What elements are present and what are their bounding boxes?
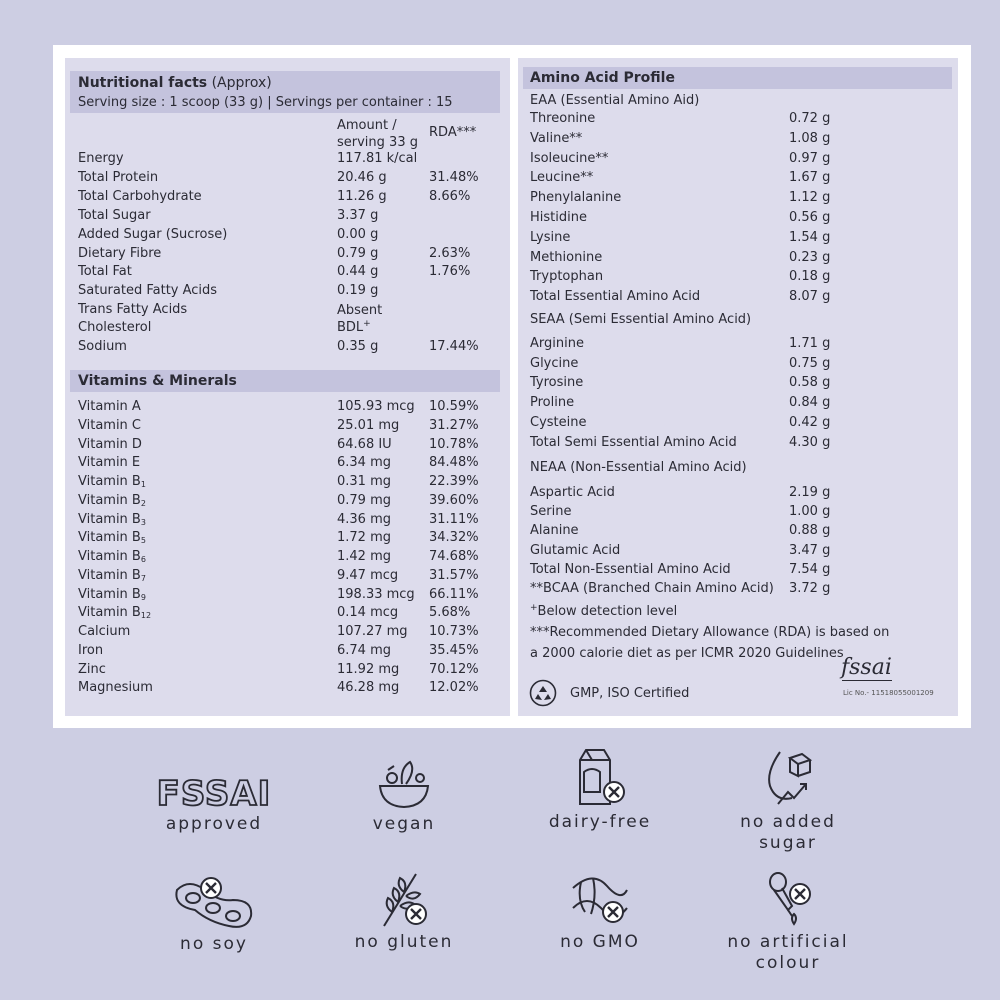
badge-no-gluten <box>319 868 489 953</box>
vitamin-row-name: Vitamin $B_5$ <box>78 530 146 545</box>
badge-label: approved <box>165 814 263 834</box>
vitamin-row-name: Vitamin D <box>78 437 142 452</box>
amino-row-amount: 1.00 g <box>789 504 831 519</box>
vitamin-row-rda: 74.68% <box>429 549 479 564</box>
vitamin-row-rda: 10.59% <box>429 399 479 414</box>
amino-row-name: Phenylalanine <box>530 190 622 205</box>
amino-row-name: Arginine <box>530 336 584 351</box>
amino-row-amount: 1.67 g <box>789 170 831 185</box>
badge-label: vegan <box>372 814 436 834</box>
amino-row-name: Aspartic Acid <box>530 485 615 500</box>
vitamin-row-amount: 1.42 mg <box>337 549 391 564</box>
amino-row-name: Total Essential Amino Acid <box>530 289 701 304</box>
col-amount-line2: serving 33 g <box>337 135 418 150</box>
amino-row-amount: 1.71 g <box>789 336 831 351</box>
vitamin-row-name: Vitamin $B_{12}$ <box>78 605 152 620</box>
vitamin-row-name: Calcium <box>78 624 131 639</box>
amino-row-amount: 0.84 g <box>789 395 831 410</box>
vitamins-title: Vitamins & Minerals <box>78 373 237 389</box>
nutrition-row-name: Energy <box>78 151 124 166</box>
badge-no-gmo <box>515 868 685 953</box>
amino-row-amount: 0.18 g <box>789 269 831 284</box>
amino-row-amount: 3.72 g <box>789 581 831 596</box>
vitamin-row-rda: 12.02% <box>429 680 479 695</box>
badge-label-line1: no artificial <box>727 932 849 952</box>
vitamin-row-rda: 66.11% <box>429 587 479 602</box>
vitamin-row-amount: 11.92 mg <box>337 662 400 677</box>
nutrition-row-name: Total Protein <box>78 170 159 185</box>
dropper-icon <box>758 868 818 930</box>
fssai-logo-underline <box>842 680 892 681</box>
fssai-logo: fssai <box>841 655 892 680</box>
amino-row-name: Isoleucine** <box>530 151 609 166</box>
badge-label-line2: sugar <box>759 833 817 853</box>
amino-row-name: Total Semi Essential Amino Acid <box>530 435 737 450</box>
vitamin-row-rda: 35.45% <box>429 643 479 658</box>
nutrition-row-amount: 0.00 g <box>337 227 379 242</box>
amino-row-name: Threonine <box>530 111 596 126</box>
nutrition-row-amount: 0.19 g <box>337 283 379 298</box>
nutrition-row-amount: 3.37 g <box>337 208 379 223</box>
amino-row-name: **BCAA (Branched Chain Amino Acid) <box>530 581 774 596</box>
vegan-bowl-icon <box>374 756 434 812</box>
nutrition-row-name: Added Sugar (Sucrose) <box>78 227 228 242</box>
fssai-text-icon <box>149 772 279 812</box>
amino-row-name: Serine <box>530 504 572 519</box>
fssai-license: Lic No.- 11518055001209 <box>843 689 934 697</box>
amino-row-amount: 0.56 g <box>789 210 831 225</box>
vitamin-row-name: Iron <box>78 643 104 658</box>
neaa-heading: NEAA (Non-Essential Amino Acid) <box>530 460 747 475</box>
vitamin-row-rda: 10.78% <box>429 437 479 452</box>
nutrition-row-amount: 0.79 g <box>337 246 379 261</box>
amino-row-amount: 2.19 g <box>789 485 831 500</box>
vitamin-row-name: Vitamin $B_2$ <box>78 493 146 508</box>
col-rda: RDA*** <box>429 125 477 140</box>
vitamin-row-name: Vitamin $B_9$ <box>78 587 146 602</box>
amino-row-amount: 0.23 g <box>789 250 831 265</box>
badge-vegan <box>319 756 489 835</box>
eaa-heading: EAA (Essential Amino Aid) <box>530 93 700 108</box>
vitamin-row-amount: 46.28 mg <box>337 680 400 695</box>
amino-row-name: Valine** <box>530 131 583 146</box>
amino-row-amount: 1.54 g <box>789 230 831 245</box>
vitamin-row-name: Zinc <box>78 662 106 677</box>
nutrition-title: Nutritional facts (Approx) <box>78 75 272 91</box>
vitamin-row-amount: 0.31 mg <box>337 474 391 489</box>
col-amount-line1: Amount / <box>337 118 397 133</box>
serving-info: Serving size : 1 scoop (33 g) | Servings per container : 15 <box>78 95 453 110</box>
badge-label-line1: no added <box>740 812 836 832</box>
amino-row-name: Glutamic Acid <box>530 543 621 558</box>
amino-row-amount: 0.75 g <box>789 356 831 371</box>
nutrition-row-amount: 117.81 k/cal <box>337 151 418 166</box>
badge-label-line2: colour <box>755 953 821 973</box>
soybean-icon <box>169 876 259 932</box>
vitamin-row-amount: 6.34 mg <box>337 455 391 470</box>
amino-row-name: Proline <box>530 395 575 410</box>
vitamin-row-rda: 39.60% <box>429 493 479 508</box>
vitamin-row-amount: 105.93 mcg <box>337 399 415 414</box>
nutrition-panel <box>65 58 510 716</box>
amino-row-amount: 7.54 g <box>789 562 831 577</box>
vitamin-row-rda: 70.12% <box>429 662 479 677</box>
vitamin-row-amount: 0.14 mcg <box>337 605 399 620</box>
nutrition-row-name: Saturated Fatty Acids <box>78 283 218 298</box>
badge-no-soy <box>129 876 299 955</box>
vitamin-row-name: Vitamin $B_1$ <box>78 474 146 489</box>
footnote-rda-line2: a 2000 calorie diet as per ICMR 2020 Guidelines <box>530 646 844 661</box>
seaa-heading: SEAA (Semi Essential Amino Acid) <box>530 312 752 327</box>
amino-row-amount: 4.30 g <box>789 435 831 450</box>
badge-label: dairy-free <box>548 812 652 832</box>
amino-row-amount: 0.88 g <box>789 523 831 538</box>
vitamin-row-amount: 107.27 mg <box>337 624 408 639</box>
footnote-bdl: +Below detection level <box>530 603 678 619</box>
vitamin-row-name: Vitamin A <box>78 399 141 414</box>
amino-panel <box>518 58 958 716</box>
vitamin-row-name: Vitamin $B_6$ <box>78 549 146 564</box>
milk-carton-icon <box>570 746 630 810</box>
amino-row-name: Total Non-Essential Amino Acid <box>530 562 731 577</box>
vitamin-row-name: Vitamin $B_3$ <box>78 512 146 527</box>
vitamin-row-rda: 31.57% <box>429 568 479 583</box>
fssai-icon-text: FSSAI <box>156 774 272 812</box>
nutrition-row-amount: Absent <box>337 303 383 318</box>
nutrition-row-rda: 31.48% <box>429 170 479 185</box>
amino-row-amount: 1.08 g <box>789 131 831 146</box>
vitamin-row-rda: 84.48% <box>429 455 479 470</box>
amino-row-name: Alanine <box>530 523 579 538</box>
amino-row-amount: 3.47 g <box>789 543 831 558</box>
nutrition-row-amount: 20.46 g <box>337 170 387 185</box>
amino-row-name: Cysteine <box>530 415 587 430</box>
amino-row-name: Lysine <box>530 230 571 245</box>
amino-title: Amino Acid Profile <box>530 70 675 86</box>
gmp-iso-text: GMP, ISO Certified <box>570 686 690 701</box>
nutrition-row-rda: 1.76% <box>429 264 471 279</box>
badge-no-added-sugar <box>703 746 873 854</box>
nutrition-row-name: Dietary Fibre <box>78 246 162 261</box>
amino-row-amount: 0.42 g <box>789 415 831 430</box>
footnote-rda-line1: ***Recommended Dietary Allowance (RDA) is based on <box>530 625 890 640</box>
amino-row-name: Glycine <box>530 356 579 371</box>
vitamin-row-amount: 4.36 mg <box>337 512 391 527</box>
amino-row-amount: 0.97 g <box>789 151 831 166</box>
vitamin-row-name: Vitamin C <box>78 418 142 433</box>
vitamin-row-rda: 31.11% <box>429 512 479 527</box>
vitamin-row-name: Vitamin E <box>78 455 141 470</box>
vitamin-row-name: Magnesium <box>78 680 153 695</box>
vitamin-row-rda: 10.73% <box>429 624 479 639</box>
amino-row-name: Histidine <box>530 210 587 225</box>
wheat-icon <box>374 868 434 930</box>
amino-row-name: Methionine <box>530 250 603 265</box>
vitamin-row-amount: 1.72 mg <box>337 530 391 545</box>
amino-row-amount: 1.12 g <box>789 190 831 205</box>
vitamin-row-amount: 198.33 mcg <box>337 587 415 602</box>
vitamin-row-amount: 9.47 mcg <box>337 568 399 583</box>
nutrition-row-rda: 8.66% <box>429 189 471 204</box>
nutrition-row-amount: BDL+ <box>337 319 371 335</box>
vitamin-row-amount: 25.01 mg <box>337 418 400 433</box>
badge-fssai-approved <box>129 772 299 835</box>
badge-dairy-free <box>515 746 685 833</box>
vitamin-row-name: Vitamin $B_7$ <box>78 568 146 583</box>
vitamin-row-rda: 34.32% <box>429 530 479 545</box>
vitamin-row-rda: 5.68% <box>429 605 471 620</box>
amino-row-name: Tryptophan <box>530 269 604 284</box>
vitamin-row-amount: 64.68 IU <box>337 437 392 452</box>
gmp-certification-icon <box>529 679 557 707</box>
amino-row-amount: 8.07 g <box>789 289 831 304</box>
nutrition-row-amount: 0.44 g <box>337 264 379 279</box>
amino-row-amount: 0.58 g <box>789 375 831 390</box>
amino-row-name: Tyrosine <box>530 375 584 390</box>
nutrition-row-name: Trans Fatty Acids <box>78 302 188 317</box>
badge-no-artificial-colour <box>703 868 873 974</box>
vitamin-row-amount: 6.74 mg <box>337 643 391 658</box>
badge-label: no gluten <box>354 932 454 952</box>
vitamin-row-amount: 0.79 mg <box>337 493 391 508</box>
nutrition-row-name: Sodium <box>78 339 127 354</box>
sugar-cube-icon <box>758 746 818 810</box>
vitamin-row-rda: 22.39% <box>429 474 479 489</box>
nutrition-row-rda: 2.63% <box>429 246 471 261</box>
nutrition-row-amount: 11.26 g <box>337 189 387 204</box>
nutrition-row-name: Total Fat <box>78 264 132 279</box>
nutrition-row-rda: 17.44% <box>429 339 479 354</box>
badge-label: no GMO <box>560 932 640 952</box>
amino-row-amount: 0.72 g <box>789 111 831 126</box>
nutrition-row-name: Cholesterol <box>78 320 152 335</box>
amino-row-name: Leucine** <box>530 170 594 185</box>
nutrition-row-name: Total Sugar <box>78 208 151 223</box>
nutrition-row-name: Total Carbohydrate <box>78 189 202 204</box>
nutrition-row-amount: 0.35 g <box>337 339 379 354</box>
vitamin-row-rda: 31.27% <box>429 418 479 433</box>
dna-icon <box>567 868 633 930</box>
badge-label: no soy <box>180 934 248 954</box>
